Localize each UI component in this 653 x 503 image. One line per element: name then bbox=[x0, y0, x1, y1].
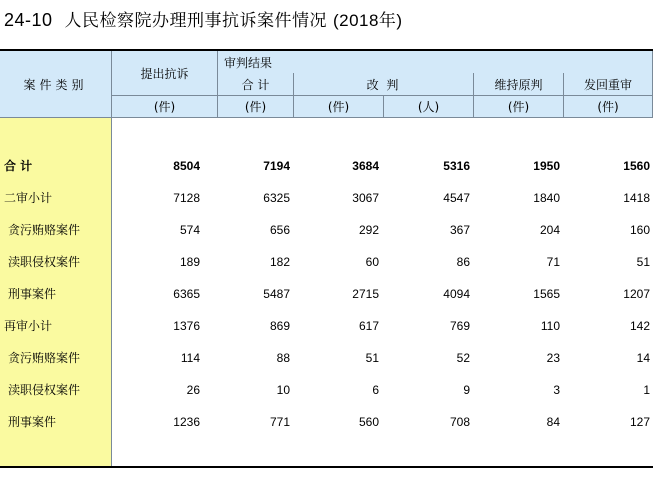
cell-retrial: 1 bbox=[643, 383, 650, 397]
cell-changed-cases: 3684 bbox=[352, 159, 379, 173]
cell-changed-persons: 708 bbox=[449, 415, 470, 429]
header-category: 案件类别 bbox=[0, 51, 112, 118]
table-row bbox=[0, 342, 653, 374]
cell-changed-persons: 4094 bbox=[443, 287, 470, 301]
cell-retrial: 51 bbox=[636, 255, 650, 269]
cell-protest: 1236 bbox=[173, 415, 200, 429]
cell-upheld: 1840 bbox=[533, 191, 560, 205]
cell-changed-cases: 51 bbox=[365, 351, 379, 365]
cell-changed-persons: 86 bbox=[456, 255, 470, 269]
unit-cell: (人) bbox=[384, 96, 474, 118]
cell-protest: 574 bbox=[179, 223, 200, 237]
unit-cell: (件) bbox=[112, 96, 218, 118]
cell-changed-persons: 52 bbox=[456, 351, 470, 365]
cell-retrial: 160 bbox=[629, 223, 650, 237]
table-row bbox=[0, 214, 653, 246]
header-protest: 提出抗诉 bbox=[112, 51, 218, 96]
cell-changed-cases: 617 bbox=[358, 319, 379, 333]
cell-total: 182 bbox=[269, 255, 290, 269]
cell-retrial: 14 bbox=[636, 351, 650, 365]
table-row bbox=[0, 374, 653, 406]
table-row bbox=[0, 310, 653, 342]
cell-retrial: 1207 bbox=[623, 287, 650, 301]
table-row bbox=[0, 278, 653, 310]
cell-retrial: 127 bbox=[629, 415, 650, 429]
row-label: 再审小计 bbox=[4, 319, 53, 333]
cell-upheld: 1565 bbox=[533, 287, 560, 301]
cell-total: 771 bbox=[269, 415, 290, 429]
cell-retrial: 1418 bbox=[623, 191, 650, 205]
cell-total: 5487 bbox=[263, 287, 290, 301]
cell-protest: 1376 bbox=[173, 319, 200, 333]
table-header bbox=[0, 51, 653, 118]
row-label: 合 计 bbox=[4, 159, 33, 173]
cell-upheld: 84 bbox=[546, 415, 560, 429]
cell-protest: 6365 bbox=[173, 287, 200, 301]
cell-changed-persons: 4547 bbox=[443, 191, 470, 205]
unit-cell: (件) bbox=[294, 96, 384, 118]
row-label: 二审小计 bbox=[4, 191, 53, 205]
cell-upheld: 23 bbox=[546, 351, 560, 365]
row-label: 刑事案件 bbox=[8, 287, 57, 301]
header-upheld: 维持原判 bbox=[474, 73, 564, 96]
cell-retrial: 142 bbox=[629, 319, 650, 333]
row-label: 渎职侵权案件 bbox=[8, 383, 81, 397]
cell-upheld: 1950 bbox=[533, 159, 560, 173]
unit-cell: (件) bbox=[474, 96, 564, 118]
cell-changed-cases: 292 bbox=[358, 223, 379, 237]
header-total: 合 计 bbox=[218, 73, 294, 96]
cell-changed-persons: 5316 bbox=[443, 159, 470, 173]
cell-changed-cases: 560 bbox=[358, 415, 379, 429]
cell-total: 656 bbox=[269, 223, 290, 237]
bottom-rule bbox=[0, 466, 653, 468]
table-title: 人民检察院办理刑事抗诉案件情况 bbox=[64, 11, 328, 31]
header-result: 审判结果 bbox=[218, 51, 653, 73]
table-year: (2018年) bbox=[332, 11, 403, 30]
cell-total: 7194 bbox=[263, 159, 290, 173]
cell-upheld: 71 bbox=[546, 255, 560, 269]
cell-upheld: 3 bbox=[553, 383, 560, 397]
cell-total: 10 bbox=[276, 383, 290, 397]
table-number: 24-10 bbox=[4, 10, 53, 30]
table-row bbox=[0, 246, 653, 278]
table-row bbox=[0, 182, 653, 214]
cell-total: 88 bbox=[276, 351, 290, 365]
cell-upheld: 204 bbox=[539, 223, 560, 237]
cell-protest: 7128 bbox=[173, 191, 200, 205]
row-label: 贪污贿赂案件 bbox=[8, 223, 81, 237]
cell-changed-cases: 6 bbox=[372, 383, 379, 397]
cell-changed-cases: 60 bbox=[365, 255, 379, 269]
cell-upheld: 110 bbox=[540, 319, 560, 333]
cell-protest: 114 bbox=[180, 351, 200, 365]
cell-retrial: 1560 bbox=[623, 159, 650, 173]
row-label: 贪污贿赂案件 bbox=[8, 351, 81, 365]
unit-cell: (件) bbox=[218, 96, 294, 118]
table-row bbox=[0, 150, 653, 182]
row-label: 刑事案件 bbox=[8, 415, 57, 429]
header-changed: 改 判 bbox=[294, 73, 474, 96]
header-retrial: 发回重审 bbox=[564, 73, 653, 96]
cell-total: 869 bbox=[269, 319, 290, 333]
cell-protest: 8504 bbox=[173, 159, 200, 173]
cell-changed-persons: 9 bbox=[463, 383, 470, 397]
cell-protest: 26 bbox=[186, 383, 200, 397]
cell-total: 6325 bbox=[263, 191, 290, 205]
row-label: 渎职侵权案件 bbox=[8, 255, 81, 269]
cell-changed-cases: 2715 bbox=[352, 287, 379, 301]
unit-cell: (件) bbox=[564, 96, 653, 118]
table-row bbox=[0, 406, 653, 438]
cell-changed-persons: 769 bbox=[449, 319, 470, 333]
page-title bbox=[4, 6, 403, 31]
cell-protest: 189 bbox=[179, 255, 200, 269]
cell-changed-persons: 367 bbox=[449, 223, 470, 237]
cell-changed-cases: 3067 bbox=[352, 191, 379, 205]
